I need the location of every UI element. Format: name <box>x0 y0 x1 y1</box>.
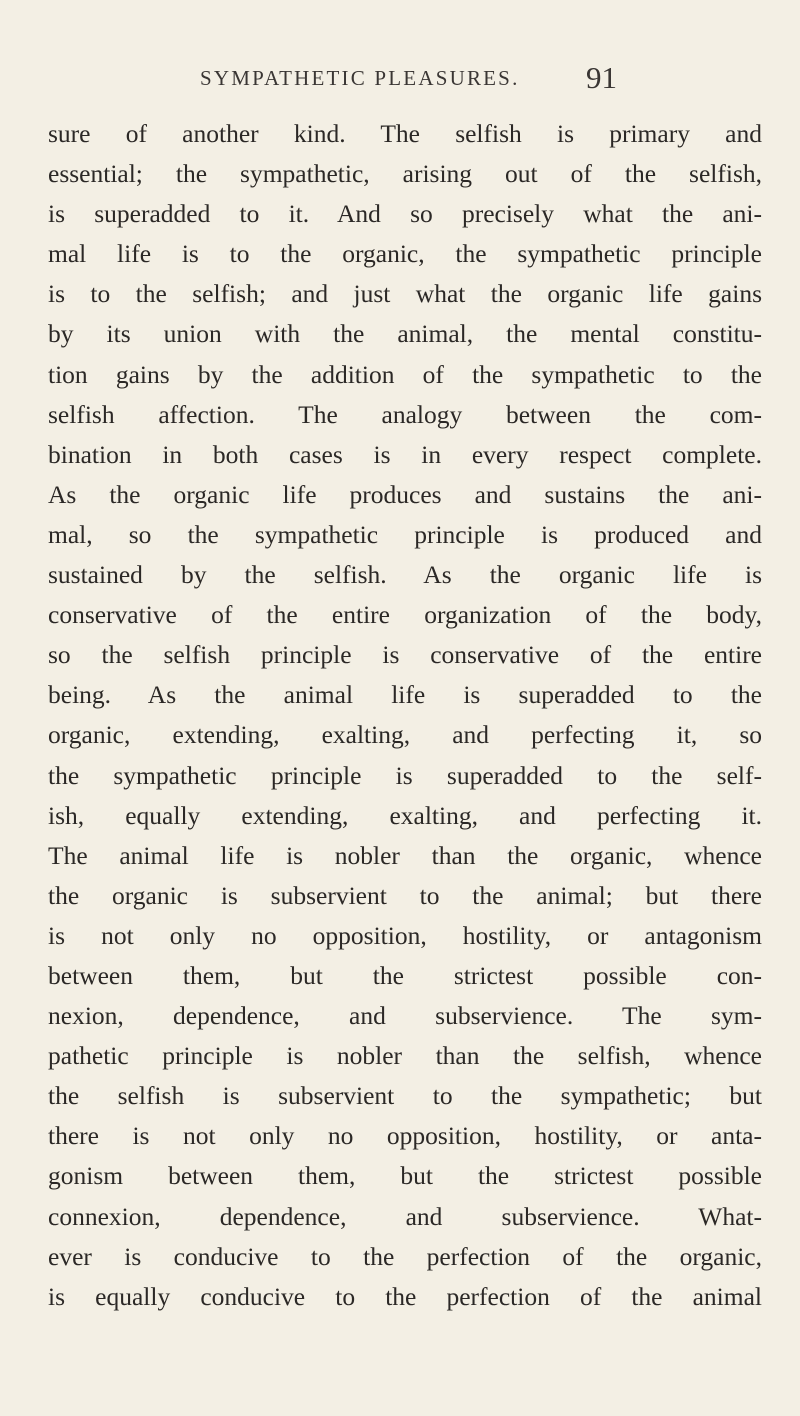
text-line: the organic is subservient to the animal; but there <box>48 880 762 910</box>
text-line: mal, so the sympathetic principle is produced and <box>48 519 762 549</box>
text-line: so the selfish principle is conservative of the entire <box>48 640 762 670</box>
text-line: is not only no opposition, hostility, or antagonism <box>48 920 762 950</box>
text-line: ish, equally extending, exalting, and perfecting it. <box>48 800 762 830</box>
text-line: nexion, dependence, and subservience. The sym- <box>48 1001 762 1031</box>
text-line: tion gains by the addition of the sympathetic to the <box>48 359 762 389</box>
text-line: organic, extending, exalting, and perfecting it, so <box>48 720 762 750</box>
text-line: ever is conducive to the perfection of the organic, <box>48 1241 762 1271</box>
page-header <box>0 60 800 100</box>
text-line: The animal life is nobler than the organic, whence <box>48 840 762 870</box>
text-line: essential; the sympathetic, arising out of the selfish, <box>48 159 762 189</box>
text-line: bination in both cases is in every respect complete. <box>48 439 762 469</box>
text-line: the sympathetic principle is superadded to the self- <box>48 760 762 790</box>
text-line: connexion, dependence, and subservience. What- <box>48 1201 762 1231</box>
text-line: the selfish is subservient to the sympathetic; but <box>48 1081 762 1111</box>
text-line: gonism between them, but the strictest possible <box>48 1161 762 1191</box>
text-line: mal life is to the organic, the sympathetic principle <box>48 239 762 269</box>
text-line: is to the selfish; and just what the organic life gains <box>48 279 762 309</box>
text-line: there is not only no opposition, hostility, or anta- <box>48 1121 762 1151</box>
running-head: SYMPATHETIC PLEASURES. <box>200 66 520 90</box>
text-line: by its union with the animal, the mental constitu- <box>48 319 762 349</box>
body-text <box>48 114 762 1317</box>
text-line: As the organic life produces and sustains the ani- <box>48 479 762 509</box>
text-line: sure of another kind. The selfish is primary and <box>48 119 762 148</box>
text-line: conservative of the entire organization of the body, <box>48 600 762 630</box>
text-line: sustained by the selfish. As the organic life is <box>48 560 762 590</box>
text-line: being. As the animal life is superadded to the <box>48 680 762 710</box>
text-line: is equally conducive to the perfection of the animal <box>48 1281 762 1311</box>
text-line: between them, but the strictest possible con- <box>48 960 762 990</box>
page-number: 91 <box>586 60 617 95</box>
text-line: pathetic principle is nobler than the selfish, whence <box>48 1041 762 1071</box>
text-line: is superadded to it. And so precisely what the ani- <box>48 199 762 229</box>
text-line: selfish affection. The analogy between the com- <box>48 399 762 429</box>
